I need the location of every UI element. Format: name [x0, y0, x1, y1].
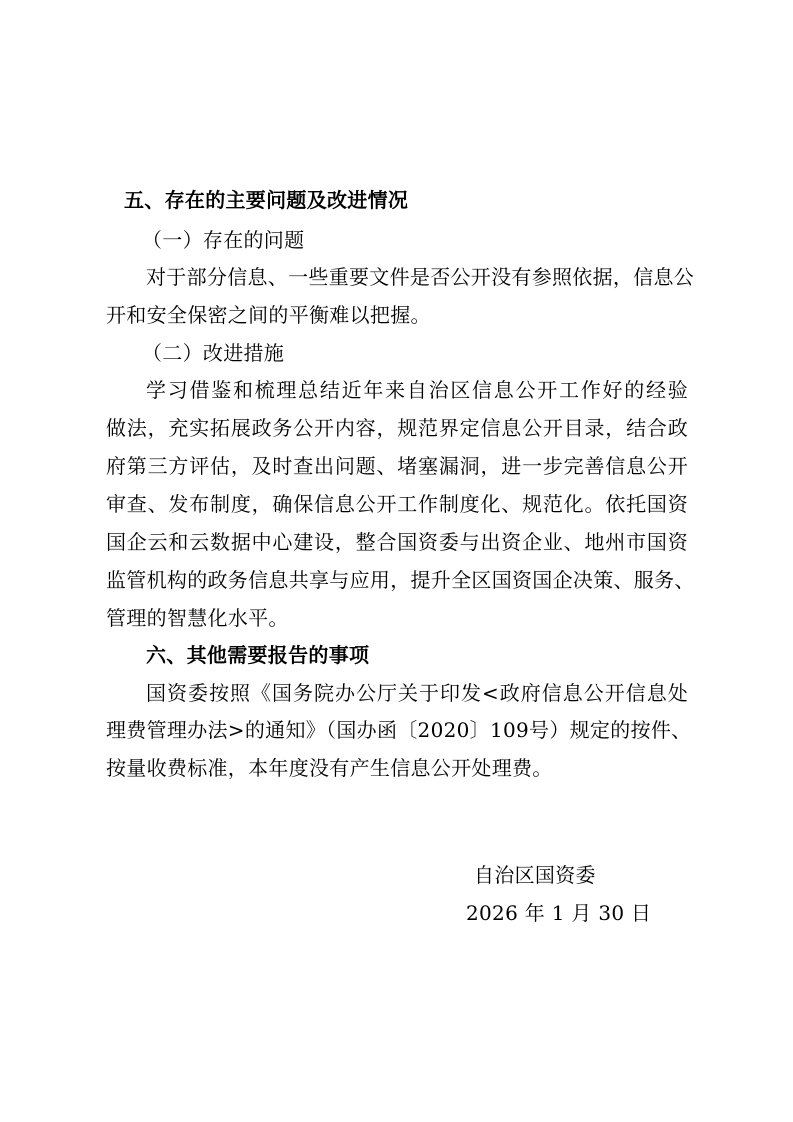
- signature-organization: 自治区国资委: [474, 863, 596, 887]
- paragraph-line: 监管机构的政务信息共享与应用，提升全区国资国企决策、服务、: [106, 568, 695, 592]
- paragraph-line: 国资委按照《国务院办公厅关于印发<政府信息公开信息处: [146, 681, 688, 705]
- section-heading-other-matters: 六、其他需要报告的事项: [146, 643, 370, 667]
- subsection-title-improvement-measures: （二）改进措施: [142, 341, 285, 365]
- paragraph-line: 府第三方评估，及时查出问题、堵塞漏洞，进一步完善信息公开: [106, 454, 688, 478]
- signature-date: 2026 年 1 月 30 日: [466, 901, 652, 925]
- paragraph-line: 理费管理办法>的通知》（国办函〔2020〕109号）规定的按件、: [106, 718, 692, 742]
- paragraph-line: 开和安全保密之间的平衡难以把握。: [106, 303, 431, 327]
- paragraph-line: 做法，充实拓展政务公开内容，规范界定信息公开目录，结合政: [106, 416, 688, 440]
- paragraph-line: 学习借鉴和梳理总结近年来自治区信息公开工作好的经验: [146, 378, 688, 402]
- paragraph-line: 管理的智慧化水平。: [106, 606, 289, 630]
- section-heading-problems: 五、存在的主要问题及改进情况: [124, 188, 409, 212]
- paragraph-line: 按量收费标准，本年度没有产生信息公开处理费。: [106, 756, 553, 780]
- subsection-title-existing-problems: （一）存在的问题: [142, 228, 305, 252]
- paragraph-line: 审查、发布制度，确保信息公开工作制度化、规范化。依托国资: [106, 492, 688, 516]
- paragraph-line: 对于部分信息、一些重要文件是否公开没有参照依据，信息公: [146, 265, 695, 289]
- paragraph-line: 国企云和云数据中心建设，整合国资委与出资企业、地州市国资: [106, 530, 688, 554]
